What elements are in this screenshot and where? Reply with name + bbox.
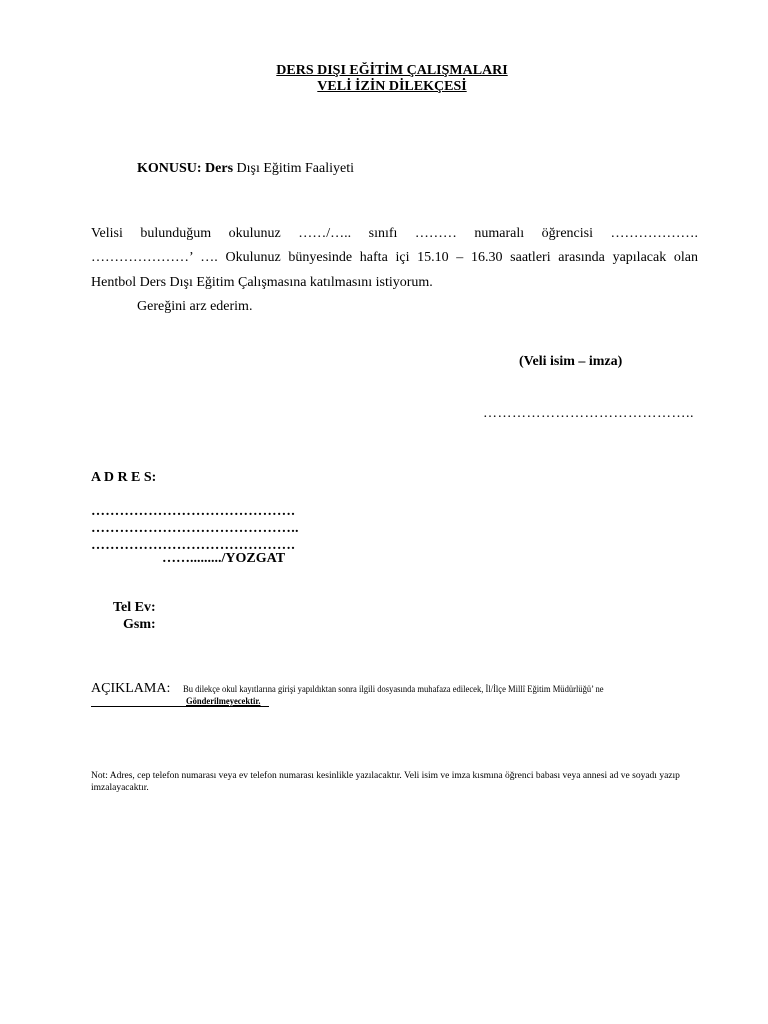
address-line-1: ……………………………………. [91,504,295,519]
body-line-2: …………………’ …. Okulunuz bünyesinde hafta içi 15.10 – 16.30 saatleri arasında yapılacak olan [91,250,698,265]
explanation-underline [91,706,269,707]
body-line-3: Hentbol Ders Dışı Eğitim Çalışmasına katılmasını istiyorum. [91,275,433,290]
subject-text: Dışı Eğitim Faaliyeti [233,161,354,176]
address-label: A D R E S: [91,470,157,485]
signature-field: …………………………………….. [483,406,694,421]
address-city: ……........./YOZGAT [162,551,286,566]
mobile-phone-label: Gsm: [123,617,156,632]
footnote: Not: Adres, cep telefon numarası veya ev telefon numarası kesinlikle yazılacaktır. Veli isim ve imza kısmına öğrenci babası veya annesi ad ve soyadı yazıp imzalayacaktır. [91,771,680,793]
home-phone-label: Tel Ev: [113,600,156,615]
explanation-text: Bu dilekçe okul kayıtlarına girişi yapıldıktan sonra ilgili dosyasında muhafaza edilecek, İl/İlçe Millî Eğitim Müdürlüğü’ ne [183,685,604,695]
body-line-1: Velisi bulunduğum okulunuz ……/….. sınıfı ……… numaralı öğrencisi ………………. [91,226,698,241]
subject-label: KONUSU: Ders [137,161,234,176]
explanation-text-2: Gönderilmeyecektir. [186,697,261,707]
address-line-2: …………………………………….. [91,521,299,536]
closing-line: Gereğini arz ederim. [137,299,253,314]
address-line-3: ……………………………………. [91,538,295,553]
document-title: DERS DIŞI EĞİTİM ÇALIŞMALARI [276,63,508,78]
explanation-label: AÇIKLAMA: [91,681,171,696]
subject-line [137,161,354,177]
document-subtitle: VELİ İZİN DİLEKÇESİ [317,79,467,94]
signature-label: (Veli isim – imza) [519,354,623,369]
